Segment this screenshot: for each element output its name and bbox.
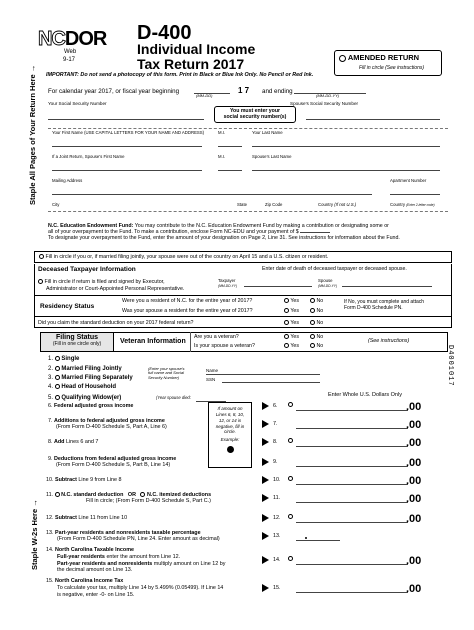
line-14-box-num: 14. — [273, 557, 281, 563]
residency-note-2: Form D-400 Schedule PN. — [344, 304, 403, 311]
residency-q1-no[interactable] — [310, 298, 323, 304]
residency-q2-no-circle[interactable] — [310, 308, 315, 313]
line-9-text: (From Form D-400 Schedule S, Part B, Line 14) — [56, 462, 171, 469]
filing-circle-single[interactable] — [55, 356, 60, 361]
residency-q1-no-circle[interactable] — [310, 298, 315, 303]
line-14-text-d: the decimal amount on Line 13. — [57, 567, 133, 574]
deceased-taxpayer-input[interactable] — [244, 286, 312, 287]
web-label: Web — [64, 49, 77, 55]
residency-title: Residency Status — [40, 303, 95, 310]
line-13-box-num: 13. — [273, 533, 281, 539]
line-12-bold: Subtract — [55, 515, 77, 521]
side-staple-bottom: Staple W-2s Here → — [30, 499, 39, 570]
fiscal-fmt-1: (MM-DD) — [196, 93, 213, 98]
line-14-bold-c: Part-year residents and nonresidents — [57, 560, 153, 567]
endowment-block — [48, 223, 448, 241]
line-11-num: 11. — [46, 492, 54, 498]
residency-q2: Was your spouse a resident for the entire year of 2017? — [122, 308, 253, 314]
line-12-box-num: 12. — [273, 515, 281, 521]
line-6-bold: Federal adjusted gross income — [54, 403, 134, 409]
neg-note-4: negative, fill in — [215, 423, 245, 429]
line-14-text-c: multiply amount on Line 12 by — [153, 560, 226, 567]
line-14-text-b: enter the amount from Line 12. — [106, 553, 181, 560]
joint-last-label: Spouse's Last Name — [252, 154, 292, 159]
mi-label: M.I. — [218, 130, 226, 135]
form-title-2: Tax Return 2017 — [137, 56, 245, 72]
veteran-q2-no-circle[interactable] — [310, 343, 315, 348]
residency-q1: Were you a resident of N.C. for the entire year of 2017? — [122, 298, 253, 304]
filing-option-mfj[interactable] — [48, 366, 122, 373]
std-deduction-question: Did you claim the standard deduction on your 2017 federal return? — [38, 320, 194, 326]
line-12-neg-circle[interactable] — [288, 514, 293, 521]
spouse-ssn-label: Spouse's Social Security Number — [290, 101, 359, 106]
std-no-text: No — [316, 320, 324, 326]
filing-label-hoh: Head of Household — [61, 384, 117, 391]
country-label — [318, 203, 356, 208]
ssn-label: Your Social Security Number — [48, 101, 107, 106]
filing-status-box — [40, 332, 114, 352]
veteran-q2-no[interactable] — [310, 343, 323, 349]
line-15-bold: North Carolina Income Tax — [55, 578, 124, 584]
state-label: State — [237, 202, 248, 207]
line-11-or: OR — [127, 492, 136, 498]
line-12-arrow-icon — [262, 514, 269, 522]
amended-box[interactable] — [334, 50, 442, 76]
endowment-text-2: all of your overpayment to the Fund. To make a contribution, enclose Form NC-EDU and your payment of $ — [48, 229, 299, 236]
line-8-neg-circle[interactable] — [288, 438, 293, 445]
line-14-neg-circle[interactable] — [288, 556, 293, 563]
line-8-label — [48, 439, 98, 445]
country-code-note: (Enter 2-letter code) — [406, 203, 435, 207]
endowment-text-3: To designate your overpayment to the Fund, enter the amount of your designation on Page 2, Line 31. See instructions for information about the Fund. — [48, 235, 400, 242]
line-13-bold: Part-year residents and nonresidents taxable percentage — [55, 530, 201, 536]
std-yes[interactable] — [284, 320, 299, 326]
filing-num-4: 4. — [48, 384, 54, 391]
joint-first-label: If a Joint Return, Spouse's First Name — [52, 154, 125, 159]
logo-nc: NC — [38, 28, 65, 50]
line-14-bold: North Carolina Taxable Income — [55, 547, 134, 553]
deceased-fill-text-1: Fill in circle if return is filed and signed by Executor, — [44, 279, 165, 285]
country-note: (If not U.S.) — [334, 202, 357, 207]
line-6-cents: .00 — [406, 401, 422, 413]
line-7-input[interactable] — [296, 419, 408, 429]
residency-q1-yes[interactable] — [284, 298, 299, 304]
residency-q1-no-text: No — [316, 298, 324, 304]
filing-num-5: 5. — [48, 395, 54, 402]
endowment-amount-input[interactable] — [300, 232, 330, 233]
veteran-see: (See instructions) — [368, 338, 410, 344]
filing-option-hoh[interactable] — [48, 384, 116, 391]
deceased-fill-1 — [38, 279, 165, 285]
std-no-circle[interactable] — [310, 320, 315, 325]
veteran-q1-no-text: No — [316, 334, 324, 340]
filing-num-2: 2. — [48, 366, 54, 373]
line-7-cents: .00 — [406, 419, 422, 431]
filing-label-widow: Qualifying Widow(er) — [61, 395, 122, 402]
line-9-input[interactable] — [296, 457, 408, 467]
deceased-fill-2: Administrator or Court-Appointed Personal Representative. — [46, 286, 185, 292]
residency-q2-no-text: No — [316, 308, 324, 314]
line-15-text: To calculate your tax, multiply Line 14 by 5.499% (0.05499). If Line 14 — [57, 584, 224, 591]
negative-note-box — [208, 402, 252, 468]
spouse-name-note-3: Security Number) — [148, 374, 180, 380]
spouse-ssn-input[interactable] — [306, 108, 440, 120]
filing-option-single[interactable] — [48, 356, 79, 363]
filing-label-mfs: Married Filing Separately — [61, 375, 133, 382]
filing-label-mfj: Married Filing Jointly — [61, 366, 122, 373]
line-10-bold: Subtract — [55, 477, 77, 483]
line-15-num: 15. — [46, 578, 54, 584]
line-13-arrow-icon — [262, 532, 269, 540]
std-yes-circle[interactable] — [284, 320, 289, 325]
filing-status-title: Filing Status — [56, 334, 98, 341]
line-14-cents: .00 — [406, 555, 422, 567]
line-6-arrow-icon — [262, 402, 269, 410]
deceased-spouse-input[interactable] — [342, 286, 432, 287]
line-15-box-num: 15. — [273, 585, 281, 591]
line-13-label — [46, 530, 220, 542]
line-15-label — [46, 578, 223, 598]
line-6-box-num: 6. — [273, 403, 278, 409]
line-6-num: 6. — [48, 403, 53, 409]
line-8-input[interactable] — [296, 437, 408, 447]
veteran-title: Veteran Information — [120, 338, 186, 345]
line-6-neg-circle[interactable] — [288, 402, 293, 409]
deceased-spouse-label — [318, 279, 337, 289]
line-13-num: 13. — [46, 530, 54, 536]
veteran-q2-no-text: No — [316, 343, 324, 349]
filing-option-mfs[interactable] — [48, 375, 133, 382]
residency-note — [344, 300, 424, 312]
line-10-box-num: 10. — [273, 477, 281, 483]
line-11-text: (From Form D-400 Schedule S, Part C.) — [115, 498, 211, 505]
neg-note-3: 12, or 14 is — [218, 417, 242, 423]
std-no[interactable] — [310, 320, 323, 326]
line-14-arrow-icon — [262, 556, 269, 564]
out-of-country-row — [34, 251, 452, 263]
address-label: Mailing Address — [52, 178, 83, 183]
form-code: D-400 — [137, 22, 192, 44]
line-10-cents: .00 — [406, 475, 422, 487]
line-6-label — [48, 403, 133, 409]
veteran-q2-yes-circle[interactable] — [284, 343, 289, 348]
logo — [38, 28, 106, 51]
spouse-ssn-filing-label: SSN — [206, 377, 216, 382]
line-13-text: (From Form D-400 Schedule PN, Line 24. Enter amount as decimal) — [57, 536, 220, 543]
filing-status-sub: (Fill in one circle only) — [52, 341, 102, 348]
deceased-title: Deceased Taxpayer Information — [38, 266, 136, 273]
line-7-bold: Additions to federal adjusted gross income — [54, 418, 165, 424]
line-10-arrow-icon — [262, 476, 269, 484]
example-filled-circle — [227, 446, 234, 453]
apt-label: Apartment Number — [390, 178, 427, 183]
line-11-box-num: 11. — [273, 495, 281, 501]
filing-circle-mfj[interactable] — [55, 366, 60, 371]
filing-circle-hoh[interactable] — [55, 384, 60, 389]
first-name-label: Your First Name (USE CAPITAL LETTERS FOR YOUR NAME AND ADDRESS) — [52, 130, 205, 135]
line-11-label: 11. N.C. standard deduction OR N.C. itemized deductions Fill in circle; (From Form D-400 Schedule S, Part C.) — [46, 492, 212, 505]
spouse-name-note-1: (Enter your spouse's — [148, 366, 185, 371]
neg-note-6: Example: — [220, 437, 240, 443]
side-staple-top: Staple All Pages of Your Return Here → — [28, 64, 37, 205]
veteran-q1: Are you a veteran? — [194, 334, 239, 340]
line-8-box-num: 8. — [273, 439, 278, 445]
line-11-pre: Fill in circle — [86, 498, 113, 505]
veteran-q1-yes-text: Yes — [290, 334, 300, 340]
line-7-num: 7. — [48, 418, 53, 424]
line-9-arrow-icon — [262, 458, 269, 466]
line-11-itemized-label: N.C. itemized deductions — [146, 492, 212, 498]
line-15-text-2: is negative, enter -0- on Line 15. — [57, 591, 135, 598]
zip-label: Zip Code — [265, 202, 283, 207]
line-15-cents: .00 — [406, 583, 422, 595]
line-11-std-label: N.C. standard deduction — [61, 492, 124, 498]
ssn-must-2: social security number(s) — [223, 113, 287, 120]
filing-circle-widow[interactable] — [55, 395, 60, 400]
line-11-arrow-icon — [262, 494, 269, 502]
city-label: City — [52, 202, 60, 207]
fiscal-year-label: For calendar year 2017, or fiscal year beginning — [48, 88, 180, 95]
std-yes-text: Yes — [290, 320, 300, 326]
filing-label-single: Single — [61, 356, 80, 363]
veteran-q1-yes-circle[interactable] — [284, 334, 289, 339]
line-7-text: (From Form D-400 Schedule S, Part A, Line 6) — [56, 424, 167, 431]
neg-note-1: If amount on — [217, 406, 243, 411]
neg-note-5: circle. — [224, 429, 236, 435]
residency-q2-no[interactable] — [310, 308, 323, 314]
line-12-label — [46, 515, 127, 521]
filing-option-widow[interactable] — [48, 395, 121, 402]
veteran-q1-yes[interactable] — [284, 334, 299, 340]
amended-note: Fill in circle (See instructions) — [359, 65, 425, 71]
filing-circle-mfs[interactable] — [55, 375, 60, 380]
line-8-text: Lines 6 and 7 — [65, 439, 99, 445]
filing-num-1: 1. — [48, 356, 54, 363]
line-14-num: 14. — [46, 547, 54, 553]
country-code-label — [390, 203, 435, 208]
widow-note: (Year spouse died: — [156, 395, 191, 400]
web-date: 9-17 — [63, 57, 76, 63]
ssn-must-box — [214, 106, 296, 123]
ssn-input[interactable] — [48, 108, 204, 120]
veteran-q1-no[interactable] — [310, 334, 323, 340]
fiscal-fmt-2: (MM-DD-YY) — [316, 93, 340, 98]
amended-circle[interactable] — [339, 55, 346, 62]
line-8-pre: Add — [54, 439, 65, 445]
line-12-text: Line 11 from Line 10 — [78, 515, 128, 521]
residency-q2-yes-text: Yes — [290, 308, 300, 314]
line-8-cents: .00 — [406, 437, 422, 449]
line-12-cents: .00 — [406, 513, 422, 525]
last-name-label: Your Last Name — [252, 130, 283, 135]
ssn-must-1: You must enter your — [229, 108, 281, 114]
deceased-circle[interactable] — [38, 279, 43, 284]
deceased-spouse-fmt: (MM-DD-YY) — [318, 283, 338, 288]
line-8-arrow-icon — [262, 438, 269, 446]
line-14-input[interactable] — [296, 555, 408, 565]
residency-q2-yes-circle[interactable] — [284, 308, 289, 313]
spouse-name-input[interactable] — [206, 374, 320, 375]
line-15-arrow-icon — [262, 584, 269, 592]
spouse-name-note-2: full name and Social — [148, 370, 185, 376]
logo-dor: DOR — [64, 28, 107, 50]
deceased-date-label: Enter date of death of deceased taxpayer or deceased spouse. — [262, 266, 407, 272]
deceased-taxpayer-fmt: (MM-DD-YY) — [218, 283, 238, 288]
out-of-country-circle[interactable] — [39, 254, 44, 259]
deceased-taxpayer-label — [218, 279, 237, 289]
line-10-text: Line 9 from Line 8 — [78, 477, 122, 483]
line-8-num: 8. — [48, 439, 53, 445]
line-9-label — [48, 456, 176, 468]
residency-q2-yes[interactable] — [284, 308, 299, 314]
line-10-label — [46, 477, 122, 483]
joint-mi-label: M.I. — [218, 154, 226, 159]
residency-q1-yes-text: Yes — [290, 298, 300, 304]
fiscal-and-ending: and ending — [262, 88, 293, 95]
important-note: IMPORTANT: Do not send a photocopy of this form. Print in Black or Blue Ink Only. No Pencil or Red Ink. — [46, 72, 314, 78]
out-of-country-text: Fill in circle if you or, if married filing jointly, your spouse were out of the country on April 15 and a U.S. citizen or resident. — [45, 254, 329, 260]
form-title-1: Individual Income — [137, 41, 256, 57]
line-9-bold: Deductions from federal adjusted gross income — [54, 456, 177, 462]
filing-num-3: 3. — [48, 375, 54, 382]
line-11-input[interactable] — [296, 493, 408, 503]
country-text: Country — [318, 202, 334, 207]
neg-note-2: Lines 6, 8, 10, — [215, 411, 245, 417]
line-13-input[interactable] — [296, 531, 340, 541]
line-14-bold-b: Full-year residents — [57, 553, 105, 560]
line-11-std-circle[interactable] — [55, 492, 60, 497]
line-12-num: 12. — [46, 515, 54, 521]
dollars-note: Enter Whole U.S. Dollars Only — [328, 392, 402, 398]
veteran-q2-yes-text: Yes — [290, 343, 300, 349]
veteran-q2: Is your spouse a veteran? — [194, 343, 255, 349]
endowment-text-1: You may contribute to the N.C. Education Endowment Fund by making a contribution or designating some or — [134, 223, 389, 229]
line-12-input[interactable] — [296, 513, 408, 523]
spouse-name-note — [148, 367, 185, 380]
fiscal-year-digits: 1 7 — [238, 86, 250, 95]
spouse-ssn-filing-input[interactable] — [222, 382, 320, 383]
deceased-spouse-text: Spouse — [318, 278, 333, 283]
line-9-num: 9. — [48, 456, 53, 462]
endowment-title: N.C. Education Endowment Fund: — [48, 223, 134, 229]
deceased-taxpayer-text: Taxpayer — [218, 278, 236, 283]
line-9-cents: .00 — [406, 457, 422, 469]
line-10-input[interactable] — [296, 475, 408, 485]
country-code-text: Country — [390, 202, 406, 207]
veteran-q2-yes[interactable] — [284, 343, 299, 349]
line-11-itemized-circle[interactable] — [140, 492, 145, 497]
line-10-num: 10. — [46, 477, 54, 483]
residency-q1-yes-circle[interactable] — [284, 298, 289, 303]
line-6-input[interactable] — [296, 401, 408, 411]
line-7-box-num: 7. — [273, 421, 278, 427]
barcode-number: D4001017 — [446, 345, 454, 387]
line-14-label — [46, 547, 225, 574]
line-7-arrow-icon — [262, 420, 269, 428]
line-7-label — [48, 418, 167, 430]
veteran-q1-no-circle[interactable] — [310, 334, 315, 339]
line-11-cents: .00 — [406, 493, 422, 505]
amended-label: AMENDED RETURN — [347, 53, 420, 62]
spouse-name-label: Name — [206, 368, 219, 373]
residency-note-1: If No, you must complete and attach — [344, 299, 425, 305]
line-10-neg-circle[interactable] — [288, 476, 293, 483]
line-9-box-num: 9. — [273, 459, 278, 465]
line-15-input[interactable] — [296, 583, 408, 593]
